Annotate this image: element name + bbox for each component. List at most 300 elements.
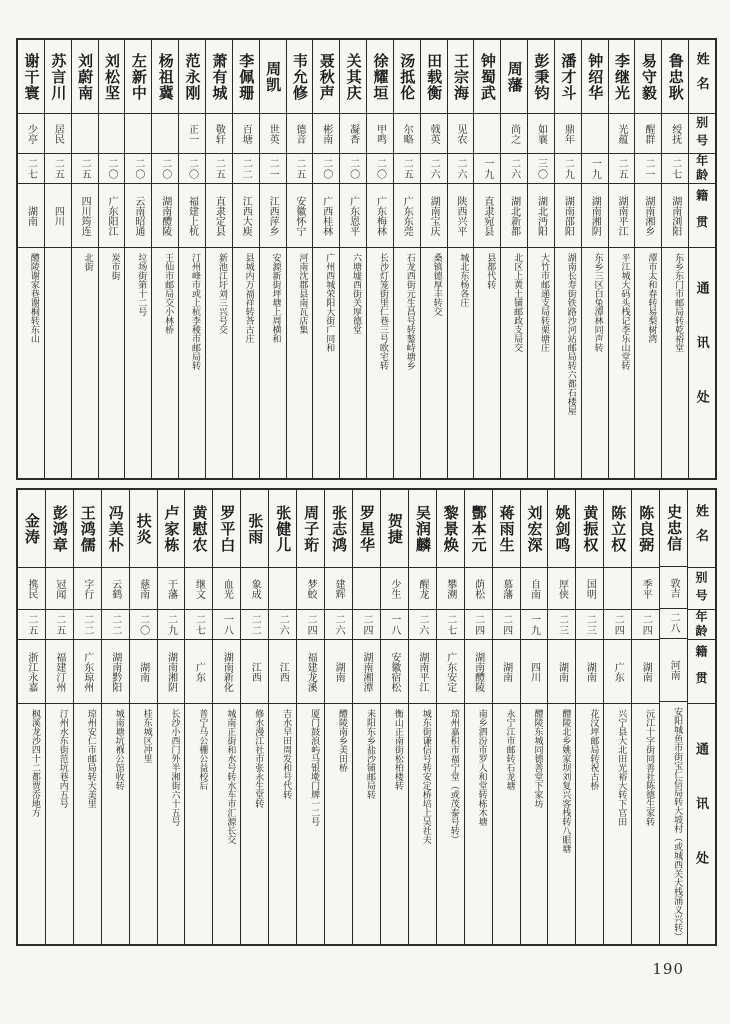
entry-column [312, 40, 339, 478]
entry-age-text: 二六 [416, 613, 428, 636]
entry-age [662, 154, 688, 184]
entry-name [381, 490, 408, 568]
entry-column [661, 40, 688, 478]
entry-age [206, 154, 232, 184]
entry-name [45, 40, 71, 114]
entry-age [632, 610, 659, 640]
entry-alias [18, 114, 44, 154]
entry-address-text: 吉水早田周发和号代转 [282, 709, 293, 799]
entry-address-text: 醴陵东城同德善堂下家坊 [533, 709, 544, 808]
entry-address-text: 城南正街和水号转水车市汇源长交 [226, 709, 237, 844]
entry-address-text: 六塘墟西街关厚德堂 [352, 253, 363, 334]
entry-age-text: 一九 [589, 157, 601, 180]
entry-age-text: 二五 [25, 613, 37, 636]
entry-age-text: 二六 [428, 157, 440, 180]
entry-name [325, 490, 352, 568]
entry-column [408, 490, 436, 944]
entry-age [233, 154, 259, 184]
entry-age-text: 二五 [293, 157, 305, 180]
entry-alias [662, 114, 688, 154]
entry-age-text: 二四 [472, 613, 484, 636]
entry-native-text: 广东 [612, 661, 624, 682]
entry-native-place [72, 184, 98, 248]
entry-age-text: 二四 [612, 613, 624, 636]
entry-native-text: 湖南 [500, 661, 512, 682]
entry-name [152, 40, 178, 114]
entry-name-text: 王宗海 [451, 52, 468, 101]
entry-column [492, 490, 520, 944]
entry-alias [313, 114, 339, 154]
entry-alias-text: 慈南 [137, 578, 149, 599]
entry-alias-text: 自南 [528, 578, 540, 599]
entry-native-place [74, 640, 101, 704]
entry-native-text: 广东东莞 [401, 195, 413, 236]
entry-alias-text: 攀溯 [444, 578, 456, 599]
entry-name [340, 40, 366, 114]
entry-address [179, 248, 205, 478]
entry-name [493, 490, 520, 568]
entry-address [528, 248, 554, 478]
entry-column [212, 490, 240, 944]
entry-name [582, 40, 608, 114]
entry-name [662, 40, 688, 114]
entry-name-text: 汤抵伦 [398, 52, 415, 101]
entry-age-text: 二二 [81, 613, 93, 636]
entry-age [353, 610, 380, 640]
row-header-address-text: 通讯处 [694, 742, 710, 906]
entry-age-text: 二七 [25, 157, 37, 180]
entry-name [367, 40, 393, 114]
entry-address [437, 704, 464, 944]
entry-alias [555, 114, 581, 154]
entry-alias-text: 德音 [293, 123, 305, 144]
entry-native-text: 江西萍乡 [267, 195, 279, 236]
entry-native-place [421, 184, 447, 248]
entry-age [340, 154, 366, 184]
row-header-name-text: 姓名 [694, 503, 710, 554]
entry-native-place [394, 184, 420, 248]
entry-name [353, 490, 380, 568]
entry-age [74, 610, 101, 640]
entry-address-text: 北区上黄土铺邮政支局交 [513, 253, 524, 352]
entry-name [521, 490, 548, 568]
entry-alias-text: 醒群 [642, 123, 654, 144]
entry-name-text: 扶炎 [134, 512, 151, 545]
entry-address [474, 248, 500, 478]
row-header-age-text: 年龄 [694, 610, 709, 639]
entry-age [609, 154, 635, 184]
entry-column [129, 490, 157, 944]
entry-name [74, 490, 101, 568]
entry-address-text: 湖南长寿街铁路沙河站邮局转六都石楼屋 [566, 253, 577, 415]
entry-address [46, 704, 73, 944]
entry-column [339, 40, 366, 478]
entry-address [313, 248, 339, 478]
row-header-column [687, 490, 715, 944]
entry-name-text: 黄振权 [581, 504, 598, 553]
entry-column [547, 490, 575, 944]
entry-native-text: 四川筠连 [79, 195, 91, 236]
entry-native-place [130, 640, 157, 704]
entry-native-text: 安徽怀宁 [293, 195, 305, 236]
entry-address [604, 704, 631, 944]
entry-age [604, 610, 631, 640]
entry-age-text: 二二 [249, 613, 261, 636]
entry-address-text: 长沙小西门外半湘街六十五号 [170, 709, 181, 826]
entry-column [240, 490, 268, 944]
entry-age-text: 二七 [444, 613, 456, 636]
entry-native-text: 湖北沔阳 [535, 195, 547, 236]
entry-address [72, 248, 98, 478]
entry-age [548, 610, 575, 640]
entry-name-text: 刘蔚南 [76, 52, 93, 101]
entry-alias [528, 114, 554, 154]
entry-age-text: 二五 [79, 157, 91, 180]
entry-native-place [340, 184, 366, 248]
entry-native-text: 湖南 [640, 661, 652, 682]
entry-name-text: 关其庆 [344, 52, 361, 101]
page-number: 190 [652, 960, 684, 978]
entry-address [635, 248, 661, 478]
entry-name [233, 40, 259, 114]
entry-native-place [437, 640, 464, 704]
entry-alias-text: 敦吉 [668, 577, 680, 598]
entry-age-text: 二四 [360, 613, 372, 636]
entry-address-text: 桂东城区冲里 [142, 709, 153, 763]
entry-name-text: 徐耀垣 [371, 52, 388, 101]
entry-name-text: 彭秉钧 [532, 52, 549, 101]
entry-column [101, 490, 129, 944]
entry-age-text: 二四 [305, 613, 317, 636]
entry-address-text: 桑镇德厚丰转交 [432, 253, 443, 316]
entry-alias-text: 厚侠 [556, 578, 568, 599]
entry-column [205, 40, 232, 478]
entry-native-place [325, 640, 352, 704]
entry-column [286, 40, 313, 478]
entry-address [576, 704, 603, 944]
entry-age-text: 二一 [267, 157, 279, 180]
entry-native-text: 广东琼州 [81, 651, 93, 692]
entry-alias [582, 114, 608, 154]
entry-native-text: 陕西兴平 [454, 195, 466, 236]
entry-age-text: 二〇 [374, 157, 386, 180]
entry-alias-text: 彬南 [320, 123, 332, 144]
entry-native-text: 直隶定县 [213, 195, 225, 236]
entry-column [554, 40, 581, 478]
entry-alias [448, 114, 474, 154]
entry-column [464, 490, 492, 944]
entry-address [18, 248, 44, 478]
entry-native-place [313, 184, 339, 248]
entry-alias [46, 568, 73, 610]
entry-address-text: 枫溪龙沙四十二都贾岙地方 [30, 709, 41, 817]
entry-name-text: 谢干寰 [22, 52, 39, 101]
entry-address-text: 广州西城荣阳大街广同和 [325, 253, 336, 352]
entry-column [18, 40, 44, 478]
entry-age-text: 二九 [165, 613, 177, 636]
entry-age-text: 二二 [109, 613, 121, 636]
row-header-name [689, 40, 715, 114]
entry-native-text: 湖南平江 [416, 651, 428, 692]
entry-name [179, 40, 205, 114]
entry-age [528, 154, 554, 184]
entry-column [436, 490, 464, 944]
entry-native-place [660, 639, 687, 702]
entry-native-text: 湖南 [556, 661, 568, 682]
entry-age [555, 154, 581, 184]
entry-column [98, 40, 125, 478]
entry-address-text: 县城内万福祥转荅古庄 [244, 253, 255, 343]
entry-address-text: 潭市太和春转易梨树湾 [647, 253, 658, 343]
entry-native-text: 湖南湘乡 [642, 195, 654, 236]
entry-name [555, 40, 581, 114]
entry-alias [353, 568, 380, 610]
entry-address [74, 704, 101, 944]
entry-column [73, 490, 101, 944]
entry-native-place [409, 640, 436, 704]
entry-age [158, 610, 185, 640]
row-header-age [689, 154, 715, 184]
entry-age-text: 二三 [556, 613, 568, 636]
entry-column [45, 490, 73, 944]
entry-age-text: 二〇 [137, 613, 149, 636]
entry-column [296, 490, 324, 944]
entry-column [157, 490, 185, 944]
entry-name [99, 40, 125, 114]
entry-age [394, 154, 420, 184]
entry-age [521, 610, 548, 640]
entry-address-text: 城北东杨各庄 [459, 253, 470, 307]
entry-column [393, 40, 420, 478]
entry-alias-text: 血光 [221, 578, 233, 599]
entry-name [213, 490, 240, 568]
entry-address [609, 248, 635, 478]
entry-address-text: 东乡东门市邮局转乾裕堂 [674, 253, 685, 352]
row-header-native [689, 184, 715, 248]
entry-name-text: 冯美朴 [106, 504, 123, 553]
entry-name [18, 490, 45, 568]
entry-name-text: 萧有城 [210, 52, 227, 101]
entry-native-text: 湖南 [333, 661, 345, 682]
entry-column [659, 490, 687, 944]
entry-name-text: 彭鸿章 [50, 504, 67, 553]
entry-name [72, 40, 98, 114]
entry-native-text: 湖南 [584, 661, 596, 682]
entry-native-text: 安徽宿松 [388, 651, 400, 692]
entry-address [241, 704, 268, 944]
entry-age [213, 610, 240, 640]
entry-name-text: 卢家栋 [162, 504, 179, 553]
entry-alias-text: 季平 [640, 578, 652, 599]
entry-age [130, 610, 157, 640]
entry-address-text: 新池江圩刘三兴号交 [217, 253, 228, 334]
row-header-native-text: 籍贯 [694, 189, 709, 242]
entry-native-text: 浙江永嘉 [25, 651, 37, 692]
entry-address [297, 704, 324, 944]
entry-native-place [662, 184, 688, 248]
entry-age [46, 610, 73, 640]
entry-address-text: 垃场街第十二号 [137, 253, 148, 316]
entry-address [582, 248, 608, 478]
entry-alias-text: 正一 [186, 123, 198, 144]
entry-address-text: 永宁江市邮转石龙塘 [505, 709, 516, 790]
entry-address [340, 248, 366, 478]
entry-alias [493, 568, 520, 610]
entry-native-place [241, 640, 268, 704]
entry-native-place [287, 184, 313, 248]
entry-address [152, 248, 178, 478]
entry-alias [325, 568, 352, 610]
entry-alias-text: 少生 [388, 578, 400, 599]
entry-age [474, 154, 500, 184]
entry-column [151, 40, 178, 478]
entry-address [548, 704, 575, 944]
entry-native-place [609, 184, 635, 248]
entry-age [241, 610, 268, 640]
entry-native-text: 湖南湘阴 [165, 651, 177, 692]
entry-age [325, 610, 352, 640]
entry-alias [241, 568, 268, 610]
entry-age-text: 二八 [668, 612, 680, 635]
entry-alias-text: 云鹤 [109, 578, 121, 599]
entry-column [18, 490, 45, 944]
entry-name [287, 40, 313, 114]
entry-age-text: 二〇 [106, 157, 118, 180]
entry-name-text: 贺捷 [385, 512, 402, 545]
entry-alias [72, 114, 98, 154]
entry-native-place [576, 640, 603, 704]
entry-address-text: 琼州安仁市邮局转大美里 [86, 709, 97, 808]
entry-address-text: 汀州水东街范坑巷内五号 [58, 709, 69, 808]
row-header-native [688, 640, 715, 704]
entry-name [158, 490, 185, 568]
entry-address-text: 长沙灯笼街里仁巷三号欧宅转 [378, 253, 389, 370]
entry-alias [260, 114, 286, 154]
entry-age-text: 二〇 [347, 157, 359, 180]
entry-name-text: 黎景焕 [441, 504, 458, 553]
entry-alias [45, 114, 71, 154]
entry-name [501, 40, 527, 114]
entry-alias-text: 醒龙 [416, 578, 428, 599]
entry-alias [474, 114, 500, 154]
entry-name-text: 李佩珊 [237, 52, 254, 101]
entry-alias-text: 冠闻 [53, 578, 65, 599]
entry-address-text: 兴宁县大北田光裕大转下官田 [617, 709, 628, 826]
entry-name [125, 40, 151, 114]
entry-address [260, 248, 286, 478]
entry-native-text: 湖南 [25, 205, 37, 226]
entry-native-place [158, 640, 185, 704]
entry-alias [609, 114, 635, 154]
entry-name-text: 刘宏深 [525, 504, 542, 553]
row-header-name-text: 姓名 [694, 51, 710, 102]
entry-column [575, 490, 603, 944]
entry-name-text: 张志鸿 [330, 504, 347, 553]
entry-native-text: 湖南醴陵 [159, 195, 171, 236]
entry-name [604, 490, 631, 568]
entry-address [158, 704, 185, 944]
entry-name [206, 40, 232, 114]
entry-alias [421, 114, 447, 154]
entry-name [46, 490, 73, 568]
entry-address-text: 汀州峰市或上杭李稜市邮局转 [190, 253, 201, 370]
entry-alias-text: 尚之 [508, 123, 520, 144]
entry-age-text: 二〇 [320, 157, 332, 180]
entry-address-text: 石龙西街元生昌号转鏊峙塘乡 [405, 253, 416, 370]
entry-alias [18, 568, 45, 610]
entry-alias-text: 如襄 [535, 123, 547, 144]
entry-address-text: 大竹市邮递支局转栗塘庄 [539, 253, 550, 352]
entry-alias-text: 荫松 [472, 578, 484, 599]
entry-age [260, 154, 286, 184]
entry-age [493, 610, 520, 640]
entry-address-text: 琼州嘉积市福宁堂（或茂泰号转） [449, 709, 460, 844]
entry-age [582, 154, 608, 184]
row-header-native-text: 籍贯 [694, 645, 709, 698]
entry-name [102, 490, 129, 568]
entry-age-text: 二〇 [186, 157, 198, 180]
entry-alias [409, 568, 436, 610]
entry-alias [340, 114, 366, 154]
entry-native-text: 四川 [52, 205, 64, 226]
entry-alias [102, 568, 129, 610]
entry-age [72, 154, 98, 184]
entry-native-place [102, 640, 129, 704]
entry-column [184, 490, 212, 944]
entry-name-text: 吴润麟 [413, 504, 430, 553]
entry-age-text: 二九 [562, 157, 574, 180]
entry-native-text: 广东安定 [444, 651, 456, 692]
entry-name-text: 王鸿儒 [78, 504, 95, 553]
entry-native-text: 江西 [277, 661, 289, 682]
entry-native-place [635, 184, 661, 248]
entry-address [521, 704, 548, 944]
entry-native-place [260, 184, 286, 248]
entry-age-text: 二一 [642, 157, 654, 180]
entry-native-place [179, 184, 205, 248]
entry-name [241, 490, 268, 568]
entry-alias-text: 鼎年 [562, 123, 574, 144]
entry-address [325, 704, 352, 944]
entry-age-text: 一九 [481, 157, 493, 180]
entry-address [448, 248, 474, 478]
entry-address [632, 704, 659, 944]
entry-address-text: 东乡三区白兔潭林同声转 [593, 253, 604, 352]
entry-column [71, 40, 98, 478]
entry-age-text: 一八 [388, 613, 400, 636]
entry-name [260, 40, 286, 114]
entry-name [421, 40, 447, 114]
entry-name [269, 490, 296, 568]
entry-name [632, 490, 659, 568]
entry-address [185, 704, 212, 944]
entry-address [394, 248, 420, 478]
entry-name-text: 潘才斗 [559, 52, 576, 101]
entry-native-text: 湖南湘潭 [360, 651, 372, 692]
entry-age [287, 154, 313, 184]
entry-alias [501, 114, 527, 154]
entry-column [420, 40, 447, 478]
entry-name-text: 史忠信 [665, 504, 682, 553]
entry-name-text: 左新中 [129, 52, 146, 101]
entry-native-text: 广东 [193, 661, 205, 682]
entry-name-text: 姚剑鸣 [553, 504, 570, 553]
entry-native-place [233, 184, 259, 248]
entry-column [608, 40, 635, 478]
entry-alias [179, 114, 205, 154]
entry-native-text: 福建龙溪 [305, 651, 317, 692]
entry-native-text: 湖南邵阳 [562, 195, 574, 236]
